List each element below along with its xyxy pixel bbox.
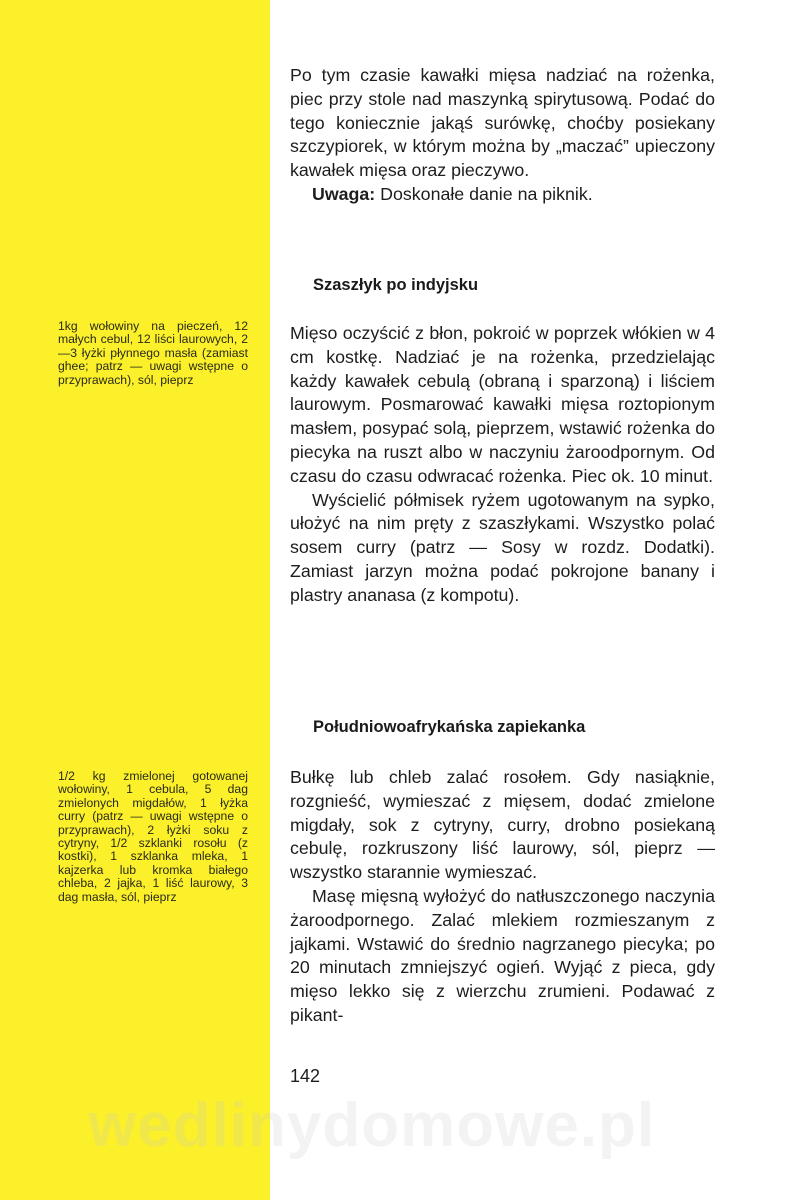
note-paragraph	[290, 183, 715, 207]
ingredients-list-zapiekanka: 1/2 kg zmielonej gotowanej wołowiny, 1 cebula, 5 dag zmielonych migdałów, 1 łyżka curry (patrz — uwagi wstępne o przyprawach), 2 łyżki soku z cytryny, 1/2 szklanki rosołu (z kostki), 1 szklanka mleka, 1 kajzerka lub kromka białego chleba, 2 jajka, 1 liść laurowy, 3 dag masła, sól, pieprz	[58, 769, 248, 904]
zapiekanka-paragraph-2: Masę mięsną wyłożyć do natłuszczonego naczynia żaroodpornego. Zalać mlekiem rozmieszanym z jajkami. Wstawić do średnio nagrzanego piecyka; po 20 minutach zmniejszyć ogień. Wyjąć z pieca, gdy mięso lekko się z wierzchu zrumieni. Podawać z pikant-	[290, 885, 715, 1025]
note-label: Uwaga:	[312, 183, 376, 204]
zapiekanka-paragraph-1: Bułkę lub chleb zalać rosołem. Gdy nasiąknie, rozgnieść, wymieszać z mięsem, dodać zmielone migdały, sok z cytryny, curry, drobno posiekaną cebulę, rozkruszony liść laurowy, sól, pieprz — wszystko starannie wymieszać.	[290, 767, 715, 883]
recipe-intro-block	[290, 64, 715, 207]
recipe-title-zapiekanka: Południowoafrykańska zapiekanka	[313, 718, 586, 736]
yellow-sidebar	[0, 0, 270, 1200]
szaszlyk-paragraph-1: Mięso oczyścić z błon, pokroić w poprzek włókien w 4 cm kostkę. Nadziać je na rożenka, przedzielając każdy kawałek cebulą (obraną i sparzoną) i liściem laurowym. Posmarować kawałki mięsa roztopionym masłem, posypać solą, pieprzem, wstawić rożenka do piecyka na ruszt albo w naczyniu żaroodpornym. Od czasu do czasu odwracać rożenka. Piec ok. 10 minut.	[290, 323, 715, 486]
ingredients-list-szaszlyk: 1kg wołowiny na pieczeń, 12 małych cebul, 12 liści laurowych, 2—3 łyżki płynnego masła (zamiast ghee; patrz — uwagi wstępne o przyprawach), sól, pieprz	[58, 319, 248, 387]
watermark: wedlinydomowe.pl	[88, 1091, 656, 1160]
intro-paragraph: Po tym czasie kawałki mięsa nadziać na rożenka, piec przy stole nad maszynką spirytusową. Podać do tego koniecznie jakąś surówkę, choćby posiekany szczypiorek, w którym można by „maczać” upieczony kawałek mięsa oraz pieczywo.	[290, 65, 715, 181]
szaszlyk-paragraph-2: Wyścielić półmisek ryżem ugotowanym na sypko, ułożyć na nim pręty z szaszłykami. Wszystko polać sosem curry (patrz — Sosy w rozdz. Dodatki). Zamiast jarzyn można podać pokrojone banany i plastry ananasa (z kompotu).	[290, 489, 715, 605]
recipe-title-szaszlyk: Szaszłyk po indyjsku	[313, 276, 479, 294]
recipe-zapiekanka-body	[290, 766, 715, 1028]
note-text: Doskonałe danie na piknik.	[375, 183, 593, 204]
recipe-szaszlyk-body	[290, 322, 715, 608]
page-number: 142	[290, 1066, 321, 1086]
